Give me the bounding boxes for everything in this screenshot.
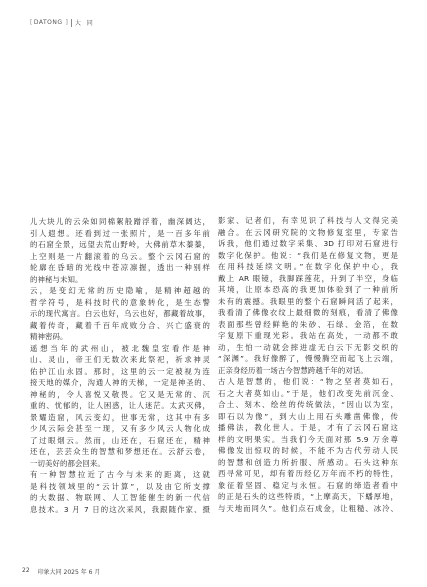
text-line: “深渊”。我好像醉了，慢慢腾空而起飞上云端， bbox=[218, 354, 398, 363]
text-line: 轮廓在昏暗的光线中苍凉凛握，透出一种别样 bbox=[30, 263, 210, 272]
text-line: 示的现代寓言。白云也好，乌云也好，都藏着故事， bbox=[30, 309, 210, 318]
header-magazine-name: DATONG bbox=[33, 19, 63, 26]
text-line: 数字化保护。他说：“我们是在修复文物，更是 bbox=[218, 250, 398, 260]
text-line: 古人是智慧的，他们说：“物之坚者莫如石， bbox=[218, 377, 398, 386]
publication-info: 印象大同 2025 年 6 月 bbox=[37, 569, 101, 576]
text-line: 与天地而同久”。他们点石成金，让粗糙、冰冷、 bbox=[218, 503, 398, 513]
text-line: 少风云际会甚至一现，又有多少风云人物化成 bbox=[30, 424, 210, 433]
header-close-bracket: ] bbox=[65, 19, 69, 26]
text-line: 接天地的媒介，沟通人神的天梯，一定是神圣的、 bbox=[30, 378, 210, 387]
page-footer bbox=[22, 567, 100, 576]
text-line: 引人遐想。还看到过一张照片，是一百多年前 bbox=[30, 228, 210, 238]
text-line: 即石以为像”，到大山上用石头雕凿佛像，传 bbox=[218, 411, 398, 421]
text-line: 样的文明果实。当我们今天面对那 5.9 万余尊 bbox=[218, 434, 398, 444]
text-line: 融合。在云冈研究院的文物修复室里，专家告 bbox=[218, 227, 398, 237]
text-line: 其境，让原本恐高的我更加体验到了一种前所 bbox=[218, 285, 398, 294]
text-line: 的智慧和创造力所折服、所感动。石头这种东 bbox=[218, 457, 398, 467]
text-line: 重的、忧郁的，让人困惑，让人迷茫。太武灭佛， bbox=[30, 401, 210, 410]
text-line: 石之大者莫如山。”于是，他们改变先前沉金、 bbox=[218, 388, 398, 398]
header-section-title: 大 同 bbox=[74, 20, 95, 27]
text-line: 还在，芸芸众生的智慧和梦想还在。云舒云卷， bbox=[30, 447, 210, 456]
text-line: 的正是石头的这些特质，“上摩高天，下蟠厚地， bbox=[218, 492, 398, 501]
left-text-column bbox=[30, 216, 210, 515]
text-line: 精神密码。 bbox=[30, 332, 68, 341]
text-line: 戴上 AR 眼镜，我脚踩莲花，升到了半空，身临 bbox=[218, 273, 398, 283]
text-line: 的神秘与未知。 bbox=[30, 274, 83, 284]
running-header bbox=[30, 18, 95, 27]
text-line: 正亲身经历着一场古今智慧跨越千年的对话。 bbox=[218, 365, 368, 375]
header-divider bbox=[71, 19, 72, 27]
text-line: 一切美好的都会回来。 bbox=[30, 458, 105, 468]
text-line: 上空则是一片翻滚着的乌云。整个云冈石窟的 bbox=[30, 251, 210, 261]
text-line: 的大数据、物联网、人工智能催生的新一代信 bbox=[30, 493, 210, 502]
text-line: 动，生怕一动就会摔进虚无白云下无影交织的 bbox=[218, 342, 398, 352]
text-line: 在用科技延续文明。”在数字化保护中心，我 bbox=[218, 262, 398, 271]
text-line: 表面那些曾经鲜艳的朱砂、石绿、金箔，在数 bbox=[218, 319, 398, 329]
text-line: 播佛法，教化世人。于是，才有了云冈石窟这 bbox=[218, 423, 398, 432]
text-line: 云，是变幻无常的历史隐喻，是精神超越的 bbox=[30, 286, 210, 295]
text-line: 山、灵山，帝王们无数次来此祭祀，祈求神灵 bbox=[30, 355, 210, 364]
text-line: 合土、刻木、绘丝的传统做法，“因山以为室， bbox=[218, 400, 398, 409]
text-line: 未有的震撼。我眼里的整个石窟瞬间活了起来， bbox=[218, 296, 398, 306]
right-text-column bbox=[218, 215, 398, 514]
text-line: 是科技领域里的“云计算”，以及由它所支撑 bbox=[30, 481, 210, 491]
text-line: 藏着传奇，藏着千百年成败分合、兴亡盛衰的 bbox=[30, 320, 210, 330]
text-line: 的石窟全景，远望去荒山野岭，大佛前草木蓁蓁， bbox=[30, 240, 210, 249]
page-number: 22 bbox=[22, 567, 30, 574]
text-line: 遥想当年的武州山，被北魏皇室看作是神 bbox=[30, 343, 210, 353]
text-line: 佑护江山永固。那时，这里的云一定被视为连 bbox=[30, 366, 210, 376]
text-line: 神秘的，令人喜悦又敬畏。它又是无常的、沉 bbox=[30, 389, 210, 399]
text-line: 有一种智慧拉近了古今与未来的距离，这就 bbox=[30, 470, 210, 479]
text-line: 佛像发出惊叹的时候，不能不为古代劳动人民 bbox=[218, 446, 398, 455]
text-line: 景耀造窟，风云变幻，世事无常，这其中有多 bbox=[30, 412, 210, 422]
text-line: 了过眼烟云。然而，山还在，石窟还在，精神 bbox=[30, 435, 210, 445]
header-open-bracket: [ bbox=[30, 19, 33, 26]
text-line: 象征着坚固、稳定与永恒。石窟的缔造者看中 bbox=[218, 480, 398, 490]
text-line: 儿大块儿的云朵如同棉絮般蹭浮着，幽深阔达， bbox=[30, 217, 210, 226]
text-line: 哲学符号，是科技时代的意象转化，是生态警 bbox=[30, 297, 210, 307]
text-line: 诉我，他们通过数字采集、3D 打印对石窟进行 bbox=[218, 239, 398, 248]
text-line: 字复原下重现光彩。我站在高处，一动都不敢 bbox=[218, 331, 398, 340]
text-line: 息技术。3 月 7 日的这次采风，我跟随作家、摄 bbox=[30, 504, 210, 514]
text-line: 我看清了佛像衣纹上最细微的刻痕，看清了佛像 bbox=[218, 308, 398, 317]
text-line: 影家、记者们，有幸见识了科技与人文得完美 bbox=[218, 216, 398, 225]
text-line: 西寻常可见，却有着历经亿万年而不朽的特性， bbox=[218, 469, 398, 478]
